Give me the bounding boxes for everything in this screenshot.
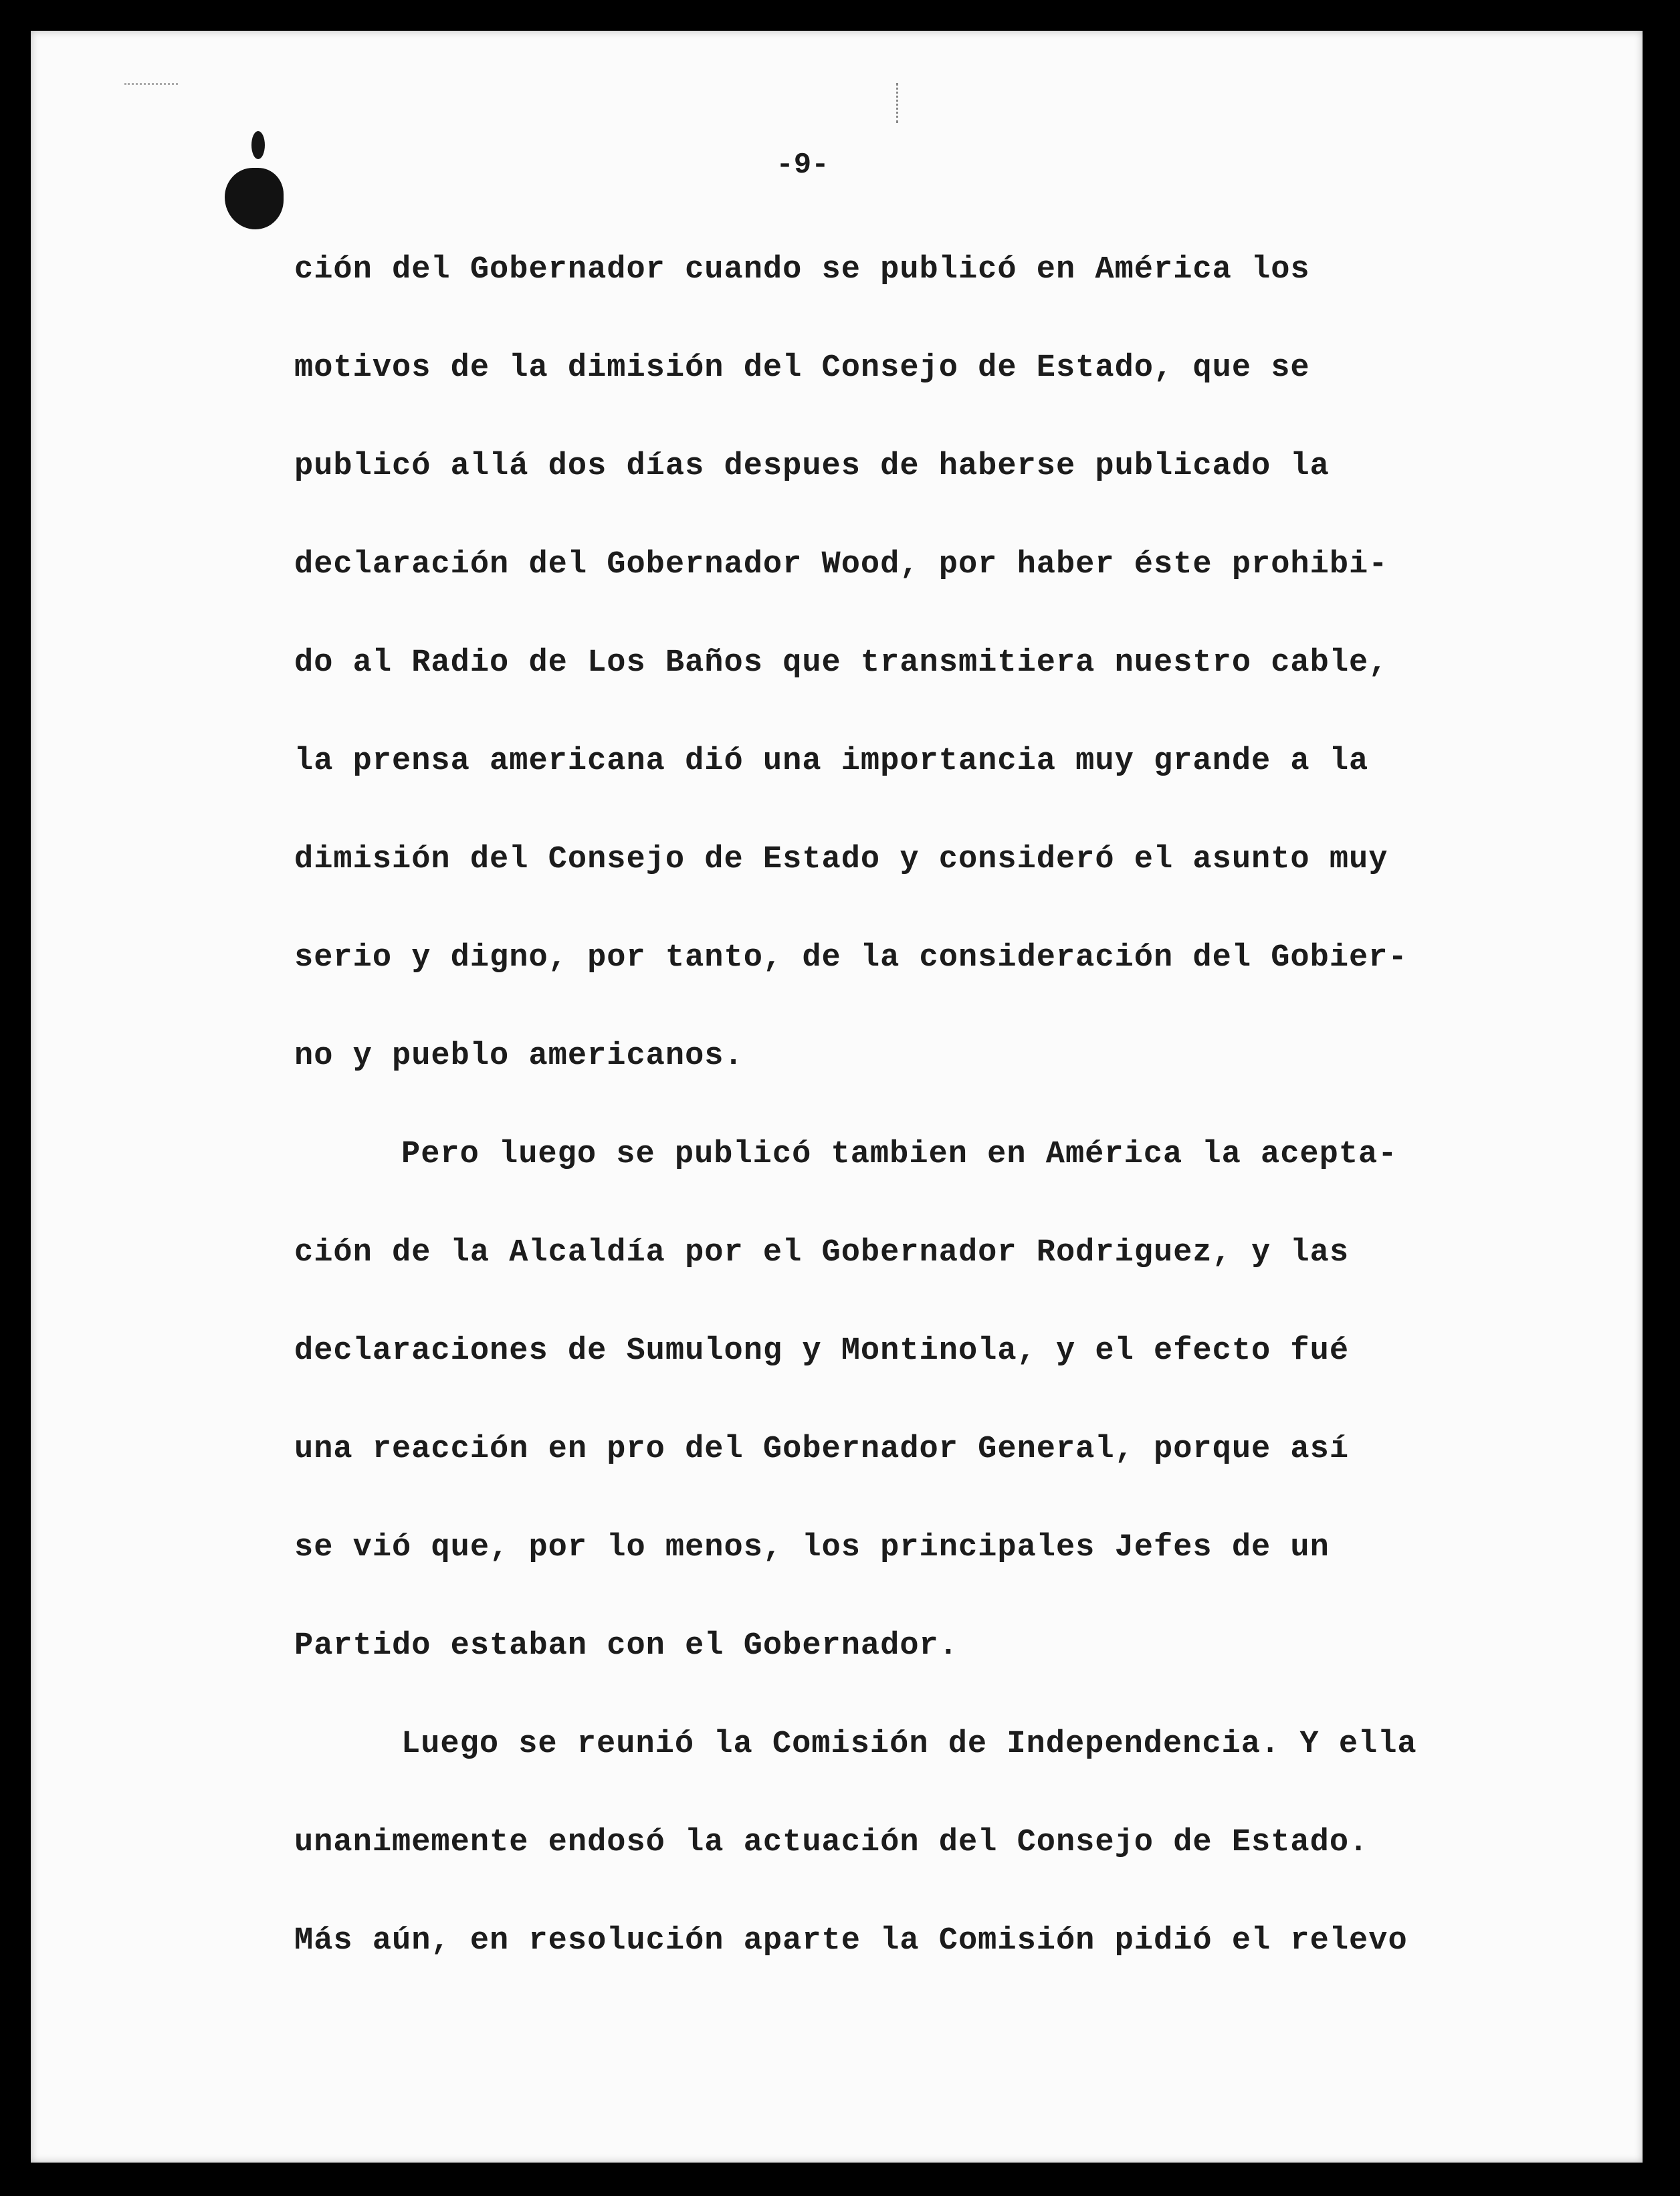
text-line: Más aún, en resolución aparte la Comisión pidió el relevo [294,1923,1408,1959]
paper-smudge [124,83,178,90]
page-number: -9- [776,148,829,182]
text-line: declaraciones de Sumulong y Montinola, y el efecto fué [294,1333,1350,1369]
text-line: publicó allá dos días despues de haberse publicado la [294,449,1330,484]
text-line: unanimemente endosó la actuación del Consejo de Estado. [294,1825,1369,1860]
text-line: la prensa americana dió una importancia muy grande a la [294,744,1369,779]
text-line: dimisión del Consejo de Estado y consideró el asunto muy [294,842,1388,877]
typed-body-text [294,221,1525,1990]
text-line: do al Radio de Los Baños que transmitiera nuestro cable, [294,645,1388,681]
ink-drip [251,131,265,159]
text-line: una reacción en pro del Gobernador General, porque así [294,1432,1350,1467]
text-line: no y pueblo americanos. [294,1038,744,1074]
text-line: Pero luego se publicó tambien en América la acepta- [401,1137,1398,1172]
text-line: ción de la Alcaldía por el Gobernador Rodriguez, y las [294,1235,1350,1271]
paper-mark [896,83,905,123]
ink-blot [225,168,284,229]
text-line: ción del Gobernador cuando se publicó en América los [294,252,1310,288]
text-line: Luego se reunió la Comisión de Independencia. Y ella [401,1727,1417,1762]
text-line: Partido estaban con el Gobernador. [294,1628,958,1664]
text-line: declaración del Gobernador Wood, por haber éste prohibi- [294,547,1388,582]
text-line: se vió que, por lo menos, los principales Jefes de un [294,1530,1330,1565]
text-line: motivos de la dimisión del Consejo de Estado, que se [294,350,1310,386]
text-line: serio y digno, por tanto, de la consideración del Gobier- [294,940,1408,976]
